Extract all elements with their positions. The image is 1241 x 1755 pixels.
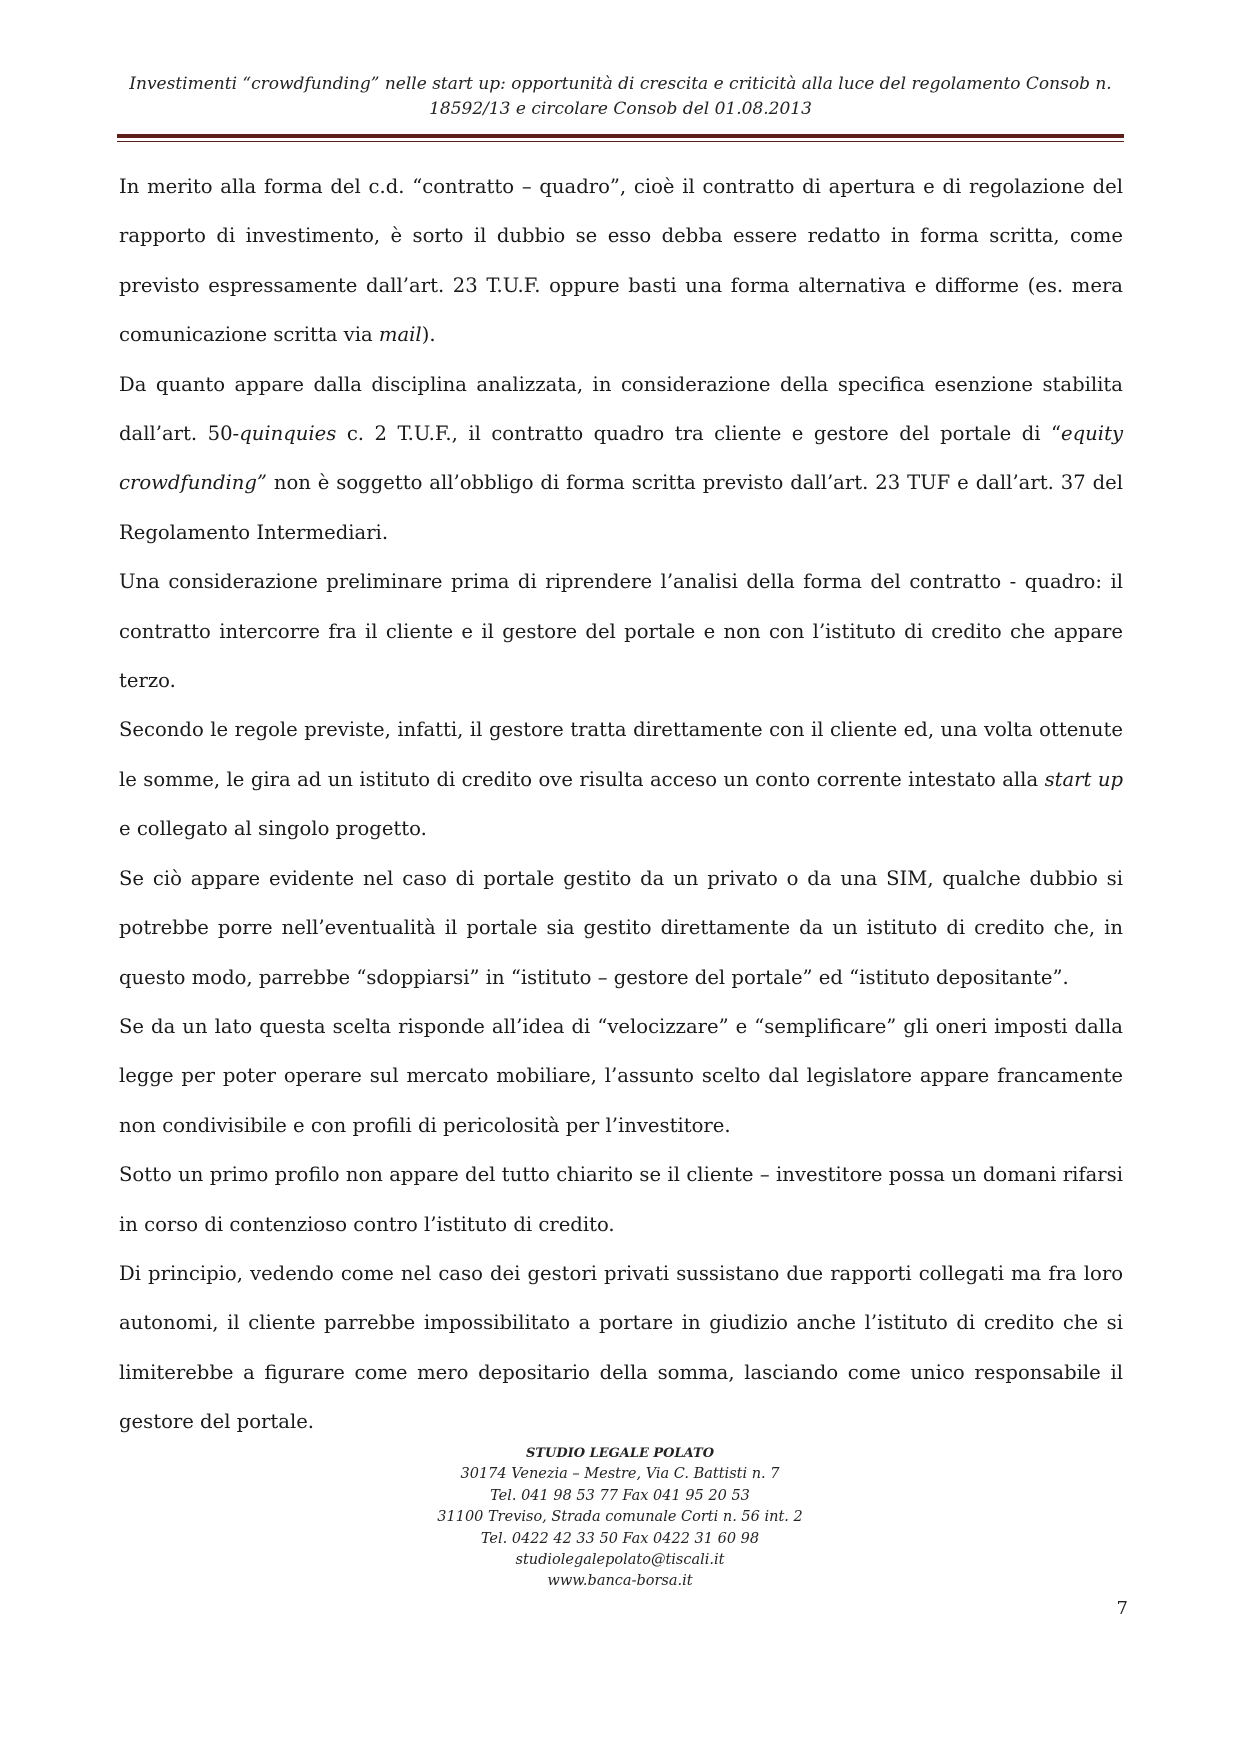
address-venezia: 30174 Venezia – Mestre, Via C. Battisti n. 7 (460, 1466, 780, 1483)
paragraph-7: Sotto un primo profilo non appare del tutto chiarito se il cliente – investitore possa un domani rifarsi in corso di contenzioso contro l’istituto di credito. (119, 1163, 1123, 1236)
paragraph-2: Da quanto appare dalla disciplina analizzata, in considerazione della specifica esenzione stabilita dall’art. 50-quinquies c. 2 T.U.F., il contratto quadro tra cliente e gestore del portale di “equity crowdfunding” non è soggetto all’obbligo di forma scritta previsto dall’art. 23 TUF e dall’art. 37 del Regolamento Intermediari. (119, 372, 1124, 544)
running-header (110, 72, 1131, 122)
header-line-1: Investimenti “crowdfunding” nelle start up: opportunità di crescita e criticità alla luce del regolamento Consob n. (129, 74, 1112, 94)
italic-term: start up (1044, 767, 1123, 791)
italic-term: mail (378, 323, 422, 347)
italic-term: quinquies (239, 422, 337, 446)
paragraph-8: Di principio, vedendo come nel caso dei gestori privati sussistano due rapporti collegati ma fra loro autonomi, il cliente parrebbe impossibilitato a portare in giudizio anche l’istituto di credito che si limiterebbe a figurare come mero depositario della somma, lasciando come unico responsabile il gestore del portale. (119, 1261, 1123, 1434)
website: www.banca-borsa.it (547, 1573, 693, 1590)
italic-term: equity crowdfunding” (119, 422, 1124, 495)
email-address: studiolegalepolato@tiscali.it (515, 1552, 725, 1569)
paragraph-3: Una considerazione preliminare prima di riprendere l’analisi della forma del contratto - quadro: il contratto intercorre fra il cliente e il gestore del portale e non con l’istituto di credito che appare terzo. (119, 570, 1123, 693)
paragraph-1: In merito alla forma del c.d. “contratto – quadro”, cioè il contratto di apertura e di regolazione del rapporto di investimento, è sorto il dubbio se esso debba essere redatto in forma scritta, come previsto espressamente dall’art. 23 T.U.F. oppure basti una forma alternativa e difforme (es. mera comunicazione scritta via mail). (119, 175, 1123, 347)
header-rule-thin (117, 141, 1124, 142)
paragraph-5: Se ciò appare evidente nel caso di portale gestito da un privato o da una SIM, qualche dubbio si potrebbe porre nell’eventualità il portale sia gestito direttamente da un istituto di credito che, in questo modo, parrebbe “sdoppiarsi” in “istituto – gestore del portale” ed “istituto depositante”. (119, 866, 1123, 989)
firm-name: STUDIO LEGALE POLATO (525, 1446, 715, 1461)
phone-venezia: Tel. 041 98 53 77 Fax 041 95 20 53 (490, 1487, 750, 1504)
address-treviso: 31100 Treviso, Strada comunale Corti n. 56 int. 2 (437, 1509, 803, 1526)
paragraph-4: Secondo le regole previste, infatti, il gestore tratta direttamente con il cliente ed, una volta ottenute le somme, le gira ad un istituto di credito ove risulta acceso un conto corrente intestato alla start up e collegato al singolo progetto. (119, 718, 1123, 841)
phone-treviso: Tel. 0422 42 33 50 Fax 0422 31 60 98 (480, 1530, 760, 1547)
page-number: 7 (1116, 1598, 1128, 1619)
header-rule-thick (117, 134, 1124, 138)
footer-contact (320, 1443, 920, 1593)
body-text (119, 162, 1123, 1447)
paragraph-6: Se da un lato questa scelta risponde all’idea di “velocizzare” e “semplificare” gli oneri imposti dalla legge per poter operare sul mercato mobiliare, l’assunto scelto dal legislatore appare francamente non condivisibile e con profili di pericolosità per l’investitore. (119, 1014, 1123, 1137)
header-line-2: 18592/13 e circolare Consob del 01.08.2013 (429, 99, 812, 119)
